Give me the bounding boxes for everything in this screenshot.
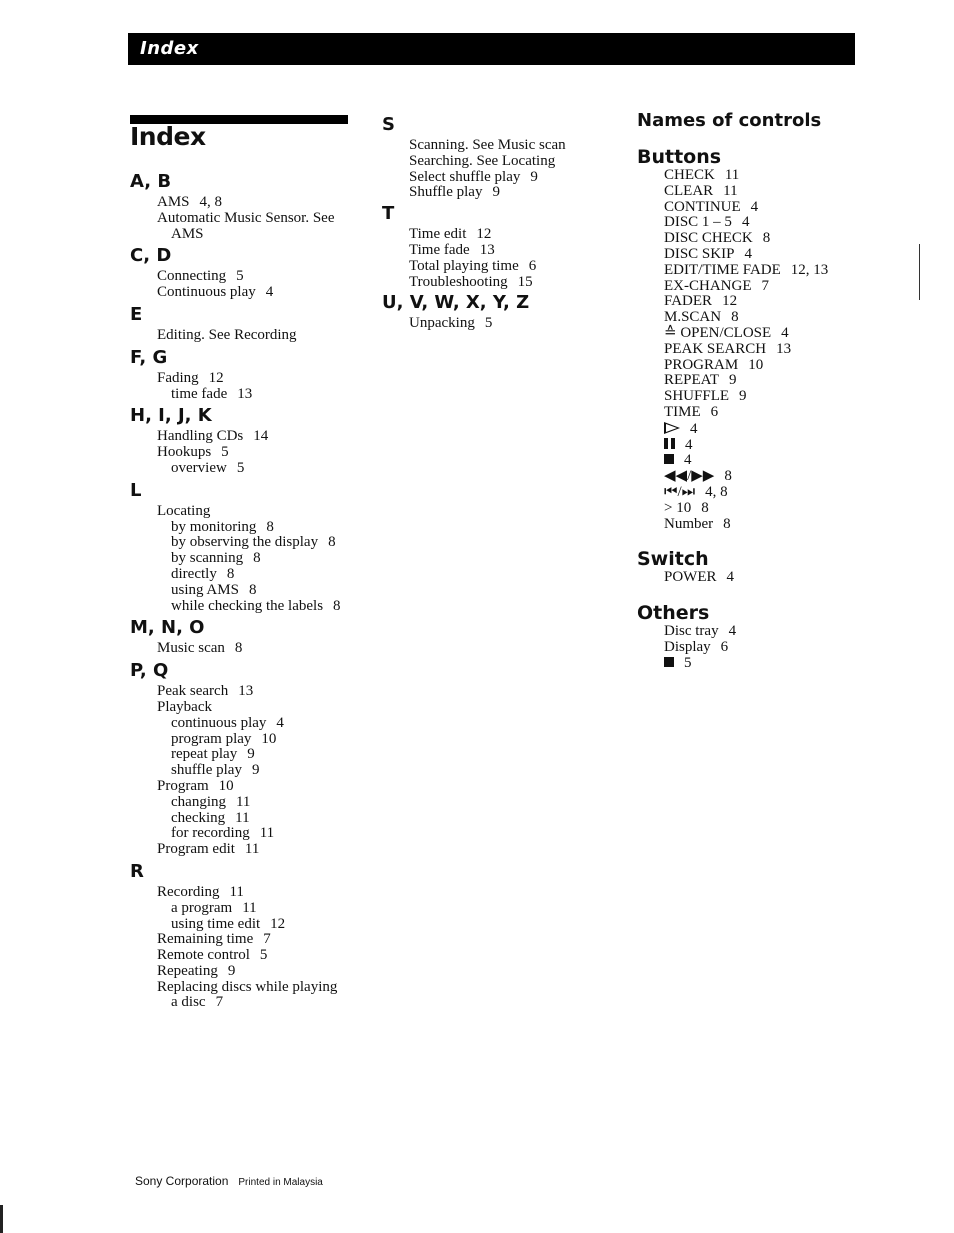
control-page: 4	[728, 623, 737, 640]
entry-term: Program edit	[157, 841, 235, 858]
entry-term: Automatic Music Sensor. See	[157, 209, 335, 226]
index-entry	[157, 429, 370, 445]
entry-term: Replacing discs while playing	[157, 978, 338, 995]
entry-term: Continuous play	[157, 284, 256, 301]
control-page: 4	[750, 198, 759, 215]
section-letter: M, N, O	[130, 617, 205, 639]
control-name: EDIT/TIME FADE	[664, 261, 781, 278]
index-entry	[157, 211, 370, 227]
entry-term: AMS	[157, 194, 190, 210]
entry-term: Editing. See Recording	[157, 326, 297, 343]
entry-term: Unpacking	[409, 315, 475, 332]
entry-page: 11	[235, 793, 251, 810]
index-entry	[157, 328, 370, 344]
index-entry	[157, 763, 370, 779]
control-entry	[664, 310, 937, 326]
control-entry	[664, 279, 937, 295]
index-entry	[157, 599, 370, 615]
entry-page: 11	[244, 841, 260, 858]
section-letter: A, B	[130, 171, 172, 192]
entry-page: 5	[484, 315, 493, 332]
controls-column	[637, 110, 937, 672]
index-entry	[409, 275, 622, 291]
section-letter: U, V, W, X, Y, Z	[382, 292, 530, 314]
entry-term: by observing the display	[171, 534, 319, 551]
entry-term: Time edit	[409, 226, 467, 243]
section-letter: L	[130, 479, 142, 501]
index-entry	[157, 917, 370, 933]
index-entry	[157, 811, 370, 827]
entry-term: Fading	[157, 369, 199, 386]
control-page: 6	[710, 403, 719, 420]
control-entry	[664, 405, 937, 421]
control-page: 8	[731, 309, 739, 326]
index-entry	[157, 795, 370, 811]
entry-page: 10	[218, 777, 234, 794]
control-name: ◀◀/▶▶	[664, 468, 715, 485]
index-entry	[409, 138, 622, 154]
entry-term: a program	[171, 899, 233, 916]
control-name: SHUFFLE	[664, 388, 730, 405]
control-page: 11	[723, 182, 738, 199]
control-page: 4	[726, 569, 734, 586]
entry-term: Select shuffle play	[409, 168, 521, 185]
page-title: Index	[130, 122, 206, 151]
entry-page: 12	[270, 915, 286, 932]
index-column-1	[130, 171, 370, 1011]
control-entry	[664, 373, 937, 389]
entry-term: changing	[171, 793, 226, 810]
control-entry	[664, 656, 937, 672]
control-page: 4	[690, 420, 698, 437]
entry-page: 8	[328, 534, 336, 551]
entry-term: Time fade	[409, 241, 470, 258]
control-name: EX-CHANGE	[664, 277, 752, 294]
index-entry	[409, 154, 622, 170]
index-entry	[157, 948, 370, 964]
control-page: 12, 13	[790, 261, 829, 278]
control-page: 4	[744, 245, 752, 262]
entry-page: 9	[492, 184, 500, 201]
entry-term: by monitoring	[171, 518, 257, 535]
index-entry	[157, 747, 370, 763]
entry-term: shuffle play	[171, 762, 242, 779]
entry-page: 9	[247, 746, 255, 763]
controls-group-title: Others	[637, 602, 710, 625]
control-entry	[664, 640, 937, 656]
control-entry	[664, 247, 937, 263]
entry-page: 8	[333, 597, 341, 614]
index-entry	[157, 980, 370, 996]
index-entry	[157, 995, 370, 1011]
control-entry	[664, 421, 937, 438]
control-name: FADER	[664, 293, 713, 310]
entry-page: 11	[242, 899, 257, 916]
index-entry	[157, 269, 370, 285]
section-letter: R	[130, 860, 144, 882]
index-entry	[157, 227, 370, 243]
entry-term: using time edit	[171, 915, 261, 932]
entry-term: a disc	[171, 994, 206, 1011]
index-entry	[157, 684, 370, 700]
entry-term: Locating	[157, 502, 211, 519]
index-entry	[157, 504, 370, 520]
index-entry	[409, 316, 622, 332]
entry-page: 15	[517, 273, 533, 290]
control-name: Display	[664, 638, 711, 655]
index-entry	[157, 371, 370, 387]
control-page: 4	[781, 324, 789, 341]
control-entry	[664, 326, 937, 342]
entry-page: 11	[235, 809, 250, 826]
entry-page: 9	[251, 762, 260, 779]
control-entry	[664, 453, 937, 469]
index-entry	[409, 243, 622, 259]
control-page: 9	[729, 372, 737, 389]
index-entry	[157, 641, 370, 657]
entry-page: 8	[226, 565, 235, 582]
control-name: CONTINUE	[664, 198, 741, 215]
entry-term: directly	[171, 565, 217, 582]
index-entry	[157, 195, 370, 211]
control-entry	[664, 389, 937, 405]
index-entry	[157, 387, 370, 403]
entry-term: Searching. See Locating	[409, 152, 556, 169]
index-entry	[157, 842, 370, 858]
control-entry	[664, 168, 937, 184]
control-name: POWER	[664, 569, 717, 586]
control-entry	[664, 294, 937, 310]
control-entry	[664, 485, 937, 501]
index-entry	[157, 285, 370, 301]
margin-line	[919, 244, 920, 300]
control-name: PEAK SEARCH	[664, 340, 767, 357]
entry-term: Remote control	[157, 947, 250, 964]
control-name: CHECK	[664, 167, 715, 183]
index-entry	[157, 732, 370, 748]
entry-term: Recording	[157, 883, 220, 900]
index-entry	[157, 535, 370, 551]
entry-term: Playback	[157, 698, 212, 715]
index-entry	[409, 227, 622, 243]
footer-company: Sony Corporation	[135, 1174, 229, 1188]
entry-page: 10	[261, 730, 277, 747]
index-entry	[409, 185, 622, 201]
index-entry	[157, 885, 370, 901]
pause-icon	[664, 438, 675, 449]
entry-page: 14	[253, 428, 269, 445]
control-entry	[664, 231, 937, 247]
entry-page: 8	[253, 550, 261, 567]
entry-page: 7	[215, 994, 224, 1011]
entry-page: 4	[276, 714, 284, 731]
section-letter: C, D	[130, 245, 172, 267]
index-entry	[157, 551, 370, 567]
entry-term: repeat play	[171, 746, 238, 763]
control-page: 8	[723, 515, 731, 532]
index-entry	[157, 461, 370, 477]
index-entry	[157, 567, 370, 583]
entry-term: for recording	[171, 825, 250, 842]
entry-page: 5	[236, 268, 244, 285]
entry-page: 13	[237, 385, 253, 402]
entry-page: 12	[208, 369, 224, 386]
entry-page: 6	[528, 257, 537, 274]
control-name: DISC CHECK	[664, 230, 753, 247]
entry-term: Connecting	[157, 268, 227, 285]
entry-term: continuous play	[171, 714, 267, 731]
control-entry	[664, 358, 937, 374]
control-name: ≙ OPEN/CLOSE	[664, 324, 772, 341]
footer-printed: Printed in Malaysia	[238, 1177, 323, 1188]
entry-page: 13	[479, 241, 495, 258]
entry-term: Handling CDs	[157, 428, 244, 445]
entry-term: Music scan	[157, 640, 225, 657]
controls-group-title: Switch	[637, 548, 709, 571]
entry-page: 7	[263, 931, 271, 948]
footer	[135, 1174, 323, 1188]
control-page: 4	[685, 436, 693, 453]
section-letter: H, I, J, K	[130, 405, 212, 427]
square-icon	[664, 657, 674, 667]
section-letter: T	[382, 203, 395, 225]
entry-term: while checking the labels	[171, 597, 324, 614]
control-page: 5	[684, 654, 692, 671]
control-name: REPEAT	[664, 372, 720, 389]
index-entry	[157, 826, 370, 842]
entry-page: 8	[266, 518, 274, 535]
entry-term: time fade	[171, 385, 228, 402]
page-edge	[0, 1205, 3, 1233]
entry-page: 12	[476, 226, 492, 243]
control-name: CLEAR	[664, 182, 714, 199]
entry-term: Program	[157, 777, 209, 794]
index-entry	[157, 520, 370, 536]
controls-heading: Names of controls	[637, 110, 822, 131]
play-icon	[664, 422, 680, 434]
index-entry	[157, 964, 370, 980]
control-page: 4	[684, 452, 692, 469]
entry-page: 5	[259, 947, 268, 964]
control-entry	[664, 184, 937, 200]
entry-page: 5	[221, 444, 229, 461]
control-page: 8	[724, 468, 732, 485]
entry-term: Hookups	[157, 444, 212, 461]
entry-page: 9	[530, 168, 538, 185]
entry-term: AMS	[171, 225, 204, 242]
section-letter: S	[382, 114, 395, 135]
section-letter: F, G	[130, 346, 168, 368]
control-entry	[664, 501, 937, 517]
index-entry	[409, 259, 622, 275]
index-entry	[157, 445, 370, 461]
control-name: Number	[664, 515, 714, 532]
index-entry	[157, 932, 370, 948]
control-entry	[664, 438, 937, 454]
index-column-2	[382, 114, 622, 332]
control-name: ⏮/⏭	[664, 483, 696, 500]
control-entry	[664, 570, 937, 586]
entry-page: 9	[227, 962, 236, 979]
entry-term: Shuffle play	[409, 184, 483, 201]
entry-term: Repeating	[157, 962, 218, 979]
stop-icon	[664, 454, 674, 464]
control-entry	[664, 342, 937, 358]
control-name: DISC 1 – 5	[664, 214, 732, 231]
entry-page: 11	[259, 825, 275, 842]
control-page: 10	[748, 356, 764, 373]
entry-page: 8	[248, 581, 257, 598]
entry-page: 4, 8	[199, 194, 223, 210]
control-page: 13	[776, 340, 792, 357]
control-page: 9	[739, 388, 747, 405]
section-letter: P, Q	[130, 660, 169, 682]
control-entry	[664, 624, 937, 640]
entry-term: by scanning	[171, 550, 244, 567]
control-name: > 10	[664, 499, 692, 516]
control-page: 6	[720, 638, 729, 655]
entry-term: overview	[171, 459, 227, 476]
index-entry	[157, 901, 370, 917]
control-name: Disc tray	[664, 623, 719, 640]
control-page: 4, 8	[705, 483, 728, 500]
control-name: DISC SKIP	[664, 245, 735, 262]
entry-term: using AMS	[171, 581, 239, 598]
entry-page: 8	[234, 640, 243, 657]
entry-term: checking	[171, 809, 226, 826]
section-letter: E	[130, 303, 143, 325]
entry-page: 5	[236, 459, 245, 476]
control-name: M.SCAN	[664, 309, 722, 326]
index-entry	[157, 716, 370, 732]
controls-group-title: Buttons	[637, 146, 722, 168]
index-entry	[157, 779, 370, 795]
control-page: 4	[741, 214, 750, 231]
index-entry	[409, 170, 622, 186]
index-entry	[157, 700, 370, 716]
control-page: 8	[701, 499, 709, 516]
control-page: 12	[722, 293, 738, 310]
entry-term: Troubleshooting	[409, 273, 508, 290]
header-bar-title: Index	[140, 38, 199, 59]
control-entry	[664, 469, 937, 485]
entry-term: Scanning. See Music scan	[409, 137, 566, 153]
entry-term: Peak search	[157, 683, 229, 700]
entry-page: 11	[229, 883, 244, 900]
entry-page: 4	[265, 284, 274, 301]
control-name: PROGRAM	[664, 356, 739, 373]
entry-page: 13	[238, 683, 254, 700]
control-name: TIME	[664, 403, 701, 420]
control-entry	[664, 200, 937, 216]
control-page: 8	[762, 230, 771, 247]
header-bar	[128, 33, 855, 65]
entry-term: program play	[171, 730, 252, 747]
entry-term: Remaining time	[157, 931, 254, 948]
entry-term: Total playing time	[409, 257, 519, 274]
control-entry	[664, 517, 937, 533]
control-entry	[664, 263, 937, 279]
control-page: 11	[724, 167, 740, 183]
control-page: 7	[761, 277, 769, 294]
index-entry	[157, 583, 370, 599]
control-entry	[664, 215, 937, 231]
